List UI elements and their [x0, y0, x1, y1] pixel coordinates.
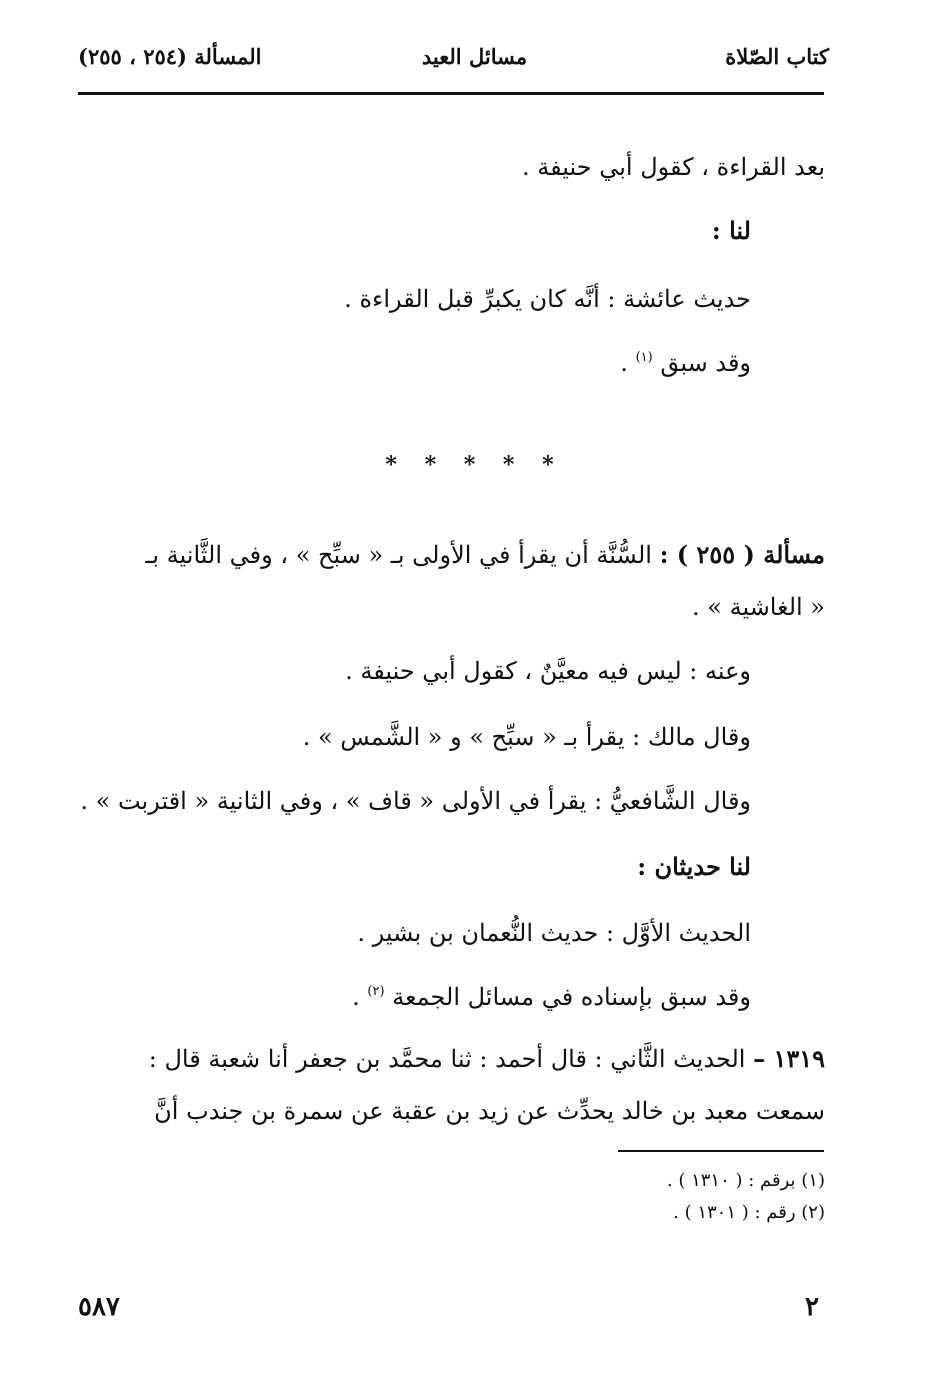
text-line-11: الحديث الأوَّل : حديث النُّعمان بن بشير .: [357, 919, 751, 947]
text-line-12: [352, 982, 751, 1017]
header-chapter-title: مسائل العيد: [421, 44, 528, 69]
footnote-rule: [618, 1150, 824, 1152]
footnote-1: (١) برقم : ( ١٣١٠ ) .: [666, 1170, 825, 1191]
text-line-8: وقال مالك : يقرأ بـ « سبِّح » و « الشَّمس » .: [302, 723, 751, 751]
text-line-10: لنا حديثان :: [637, 852, 751, 881]
section-separator: * * * * *: [385, 452, 564, 478]
header-rule: [78, 92, 824, 95]
hadith-number: ١٣١٩ –: [753, 1044, 825, 1073]
volume-number: ٢: [805, 1292, 819, 1322]
text-line-4-body: وقد سبق: [660, 349, 751, 377]
hadith-line: [149, 1044, 825, 1074]
footnote-ref-1: (١): [635, 350, 653, 365]
page-number: ٥٨٧: [78, 1292, 120, 1322]
issue-statement: السُّنَّة أن يقرأ في الأولى بـ « سبِّح » ، وفي الثَّانية بـ: [145, 541, 652, 569]
text-line-4-end: .: [620, 349, 628, 377]
header-book-title: كتاب الصّلاة: [725, 44, 829, 69]
text-line-12-end: .: [352, 983, 360, 1011]
issue-number: مسألة ( ٢٥٥ ) :: [659, 540, 825, 569]
header-issue-range: المسألة (٢٥٤ ، ٢٥٥): [78, 44, 262, 69]
footnote-2: (٢) رقم : ( ١٣٠١ ) .: [673, 1202, 825, 1223]
text-line-7: وعنه : ليس فيه معيَّنٌ ، كقول أبي حنيفة .: [345, 657, 751, 685]
text-line-4: [620, 348, 751, 383]
hadith-text: الحديث الثَّاني : قال أحمد : ثنا محمَّد بن جعفر أنا شعبة قال :: [148, 1045, 746, 1073]
text-line-12-body: وقد سبق بإسناده في مسائل الجمعة: [392, 983, 751, 1011]
footnote-ref-2: (٢): [367, 984, 385, 999]
text-line-2: لنا :: [711, 216, 751, 245]
text-line-3: حديث عائشة : أنَّه كان يكبرِّ قبل القراءة .: [344, 285, 751, 313]
text-line-1: بعد القراءة ، كقول أبي حنيفة .: [522, 153, 825, 181]
issue-heading-line: [145, 540, 825, 570]
text-line-9: وقال الشَّافعيُّ : يقرأ في الأولى « قاف » ، وفي الثانية « اقتربت » .: [80, 787, 751, 815]
text-line-14: سمعت معبد بن خالد يحدِّث عن زيد بن عقبة عن سمرة بن جندب أنَّ: [154, 1097, 825, 1125]
text-line-6: « الغاشية » .: [692, 593, 825, 621]
